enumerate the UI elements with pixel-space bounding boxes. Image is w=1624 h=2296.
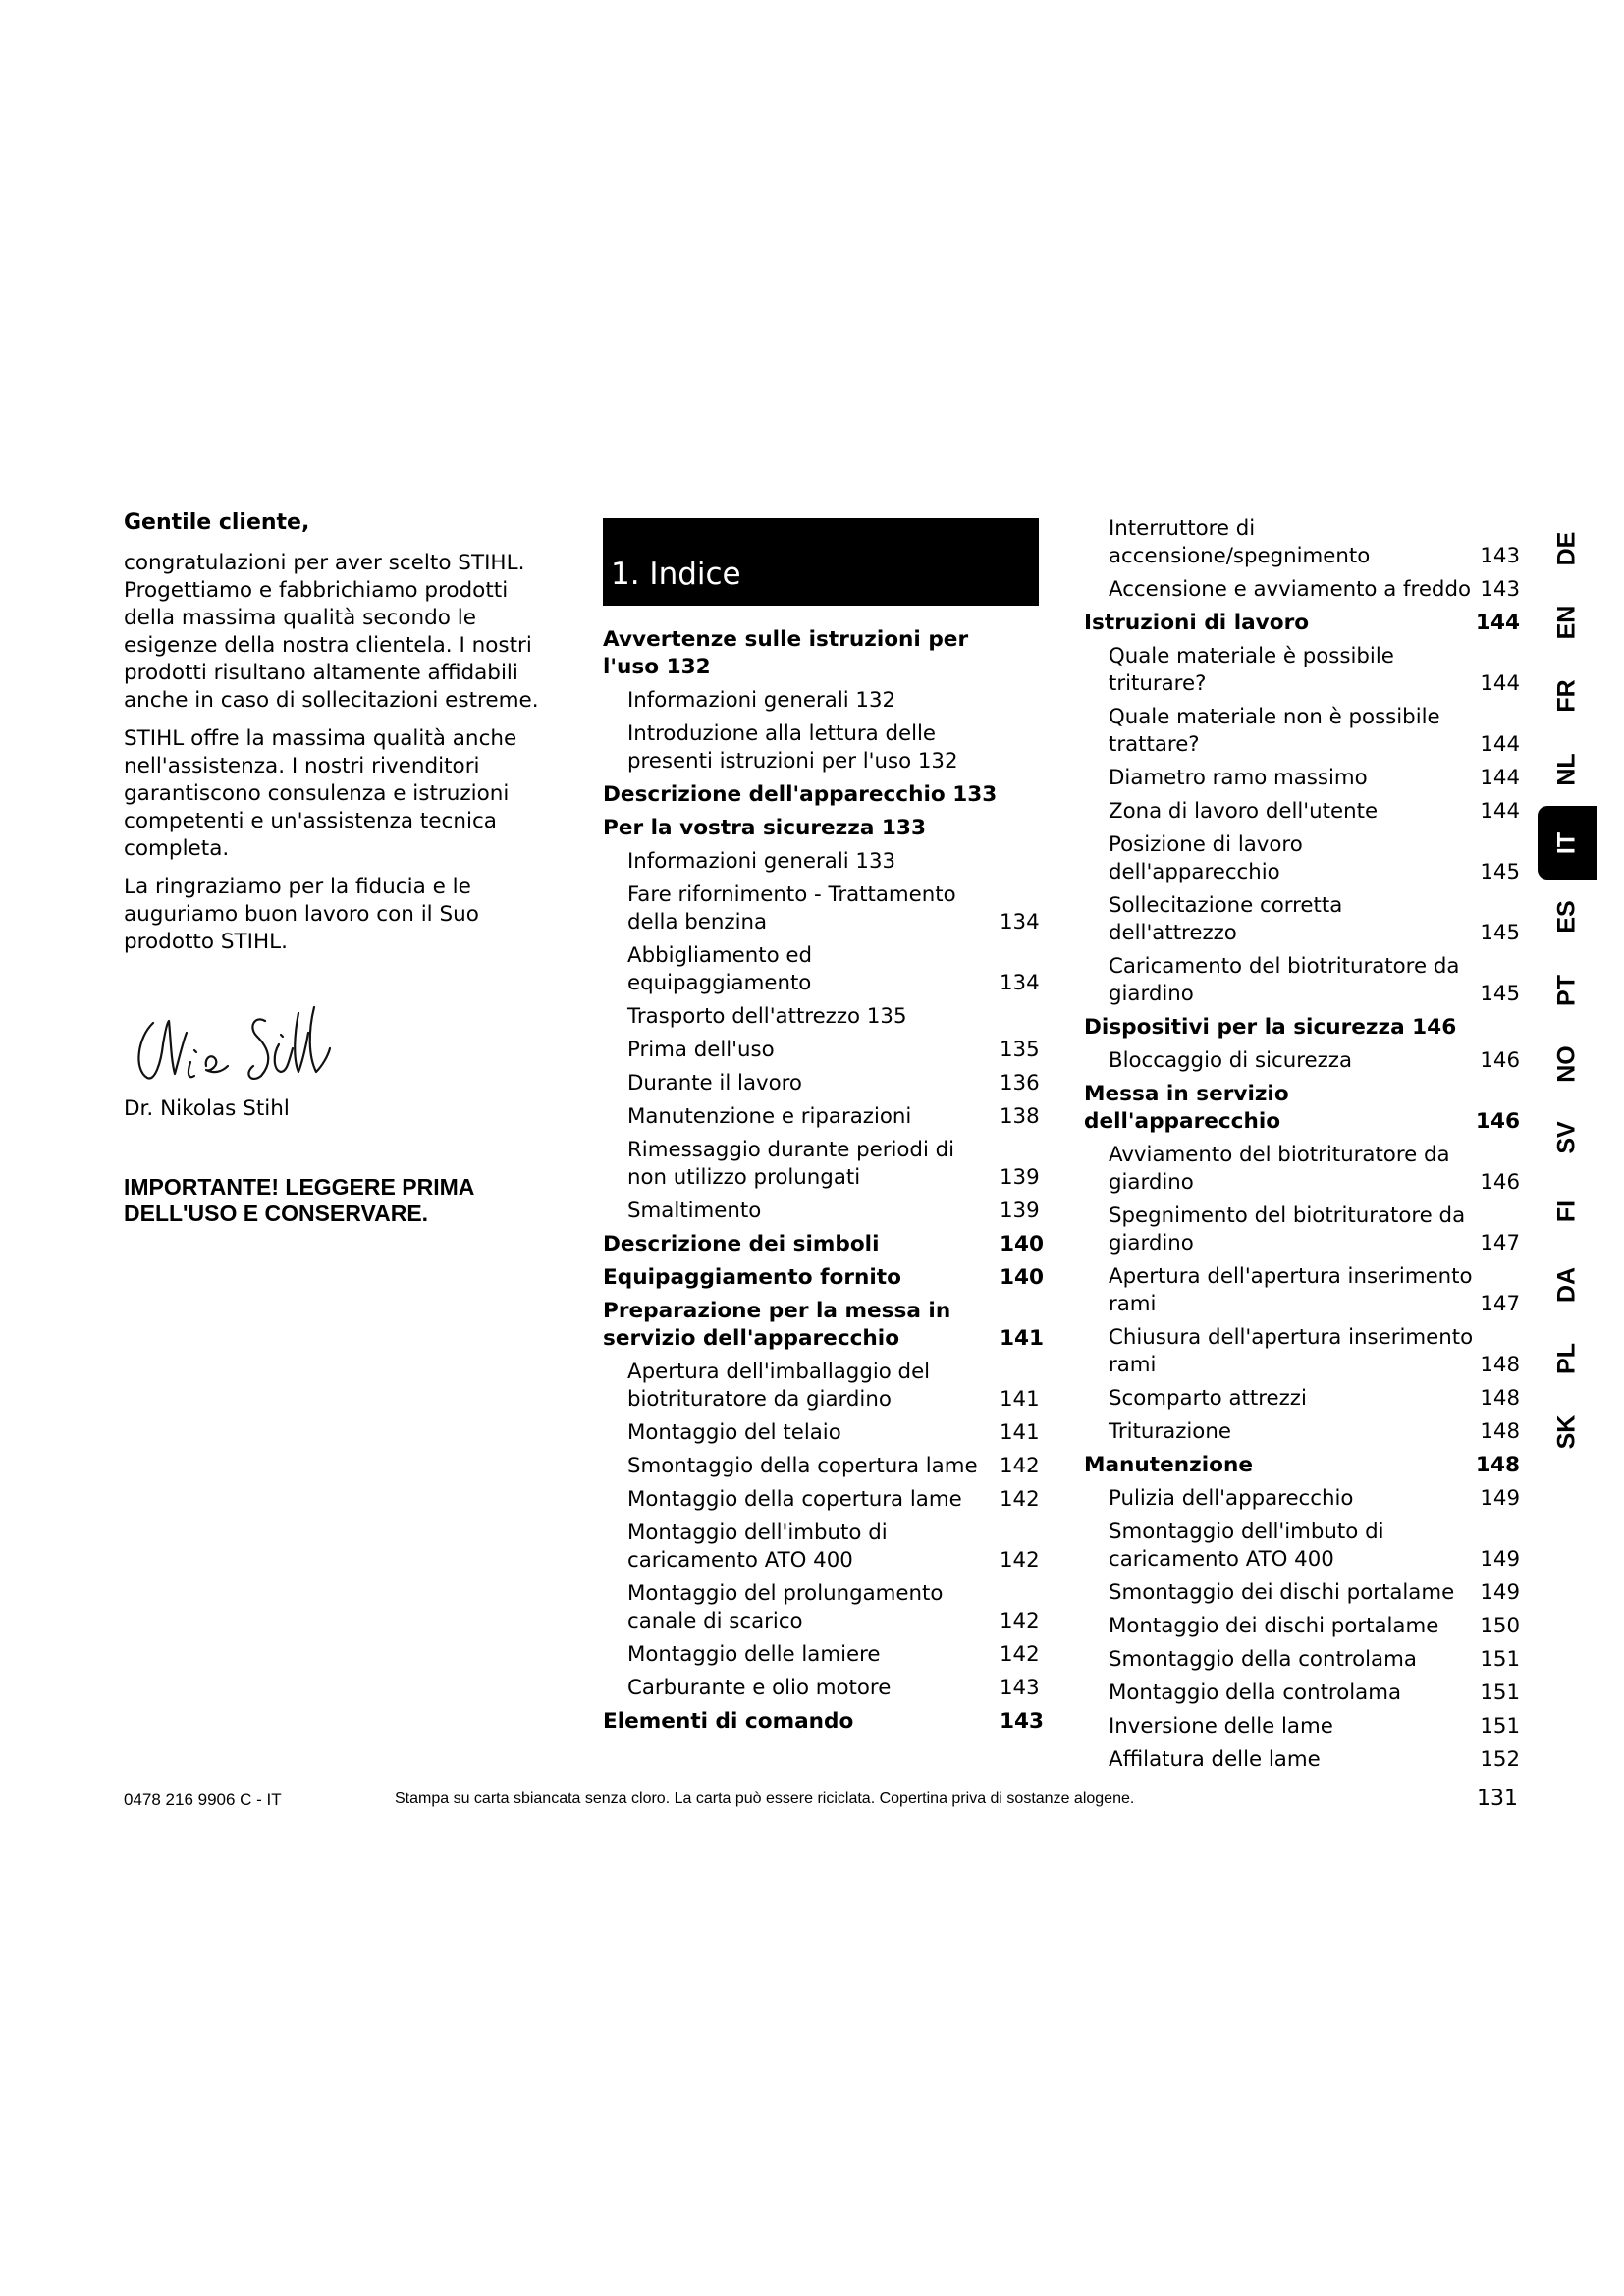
toc-entry-page: 143 <box>1000 1709 1045 1734</box>
toc-entry[interactable] <box>603 881 1039 936</box>
toc-entry-title: Montaggio dei dischi portalame <box>1109 1614 1439 1638</box>
toc-entry-page: 142 <box>1000 1609 1040 1633</box>
toc-entry-title: Apertura dell'imballaggio del biotrituratore da giardino <box>627 1360 931 1412</box>
important-line: IMPORTANTE! LEGGERE PRIMA <box>124 1174 475 1200</box>
language-tab-de[interactable] <box>1538 511 1597 585</box>
toc-entry-title: Preparazione per la messa in servizio dell'apparecchio <box>603 1299 951 1351</box>
toc-entry-title: Posizione di lavoro dell'apparecchio <box>1109 832 1303 884</box>
language-tab-nl[interactable] <box>1538 732 1597 806</box>
toc-entry-page: 146 <box>1480 1048 1520 1073</box>
index-title: 1. Indice <box>611 557 741 592</box>
toc-entry-title: Montaggio delle lamiere <box>627 1642 881 1667</box>
toc-entry-page: 148 <box>1480 1419 1520 1444</box>
toc-entry-page: 139 <box>1000 1165 1040 1190</box>
toc-entry[interactable] <box>1084 1713 1520 1740</box>
toc-entry[interactable] <box>603 1419 1039 1447</box>
toc-entry[interactable] <box>603 687 1039 715</box>
toc-entry-page: 144 <box>1480 732 1520 757</box>
language-tab-es[interactable] <box>1538 880 1597 953</box>
toc-entry-title: Apertura dell'apertura inserimento rami <box>1109 1264 1473 1316</box>
toc-entry-title: Smaltimento <box>627 1199 762 1223</box>
toc-entry-page: 141 <box>1000 1420 1040 1445</box>
toc-entry[interactable] <box>1084 1142 1520 1197</box>
toc-entry[interactable] <box>603 1198 1039 1225</box>
toc-entry-title: Smontaggio della copertura lame <box>627 1454 978 1478</box>
toc-entry[interactable] <box>1084 892 1520 947</box>
toc-list <box>603 626 1045 1735</box>
toc-entry-page: 151 <box>1480 1681 1520 1705</box>
letter-paragraph: congratulazioni per aver scelto STIHL. Progettiamo e fabbrichiamo prodotti della massima qualità secondo le esigenze della nostra clientela. I nostri prodotti risultano altamente affidabili anche in caso di sollecitazioni estreme. <box>124 551 539 713</box>
paper-note: Stampa su carta sbiancata senza cloro. La carta può essere riciclata. Copertina priva di sostanze alogene. <box>395 1790 1135 1807</box>
toc-section[interactable] <box>603 626 1039 681</box>
toc-entry-title: Durante il lavoro <box>627 1071 802 1095</box>
toc-entry-title: Rimessaggio durante periodi di non utilizzo prolungati <box>627 1138 955 1190</box>
toc-entry-title: Trasporto dell'attrezzo 135 <box>627 1004 907 1029</box>
letter-paragraph: La ringraziamo per la fiducia e le auguriamo buon lavoro con il Suo prodotto STIHL. <box>124 875 479 954</box>
toc-entry-page: 150 <box>1480 1614 1520 1638</box>
toc-entry-title: Carburante e olio motore <box>627 1676 892 1700</box>
language-tab-label: SV <box>1552 1120 1581 1154</box>
toc-entry-page: 145 <box>1480 860 1520 884</box>
language-tab-label: DE <box>1552 531 1581 565</box>
toc-entry[interactable] <box>603 1137 1039 1192</box>
toc-entry-page: 141 <box>1000 1387 1040 1412</box>
toc-entry-page: 140 <box>1000 1265 1045 1290</box>
toc-entry[interactable] <box>1084 1519 1520 1574</box>
important-notice <box>124 1174 564 1227</box>
toc-entry-title: Avvertenze sulle istruzioni per l'uso 132 <box>603 627 969 679</box>
toc-entry-page: 145 <box>1480 982 1520 1006</box>
toc-entry-title: Interruttore di accensione/spegnimento <box>1109 516 1371 568</box>
toc-entry-title: Accensione e avviamento a freddo <box>1109 577 1471 602</box>
toc-entry-page: 141 <box>1000 1326 1045 1351</box>
toc-entry[interactable] <box>1084 953 1520 1008</box>
toc-section[interactable] <box>603 1298 1045 1353</box>
toc-entry-title: Manutenzione e riparazioni <box>627 1104 912 1129</box>
toc-entry[interactable] <box>603 1486 1039 1514</box>
toc-entry-title: Messa in servizio dell'apparecchio <box>1084 1082 1289 1134</box>
toc-entry-title: Manutenzione <box>1084 1453 1253 1477</box>
toc-entry-page: 144 <box>1480 671 1520 696</box>
toc-section[interactable] <box>603 781 1039 809</box>
language-tab-no[interactable] <box>1538 1027 1597 1100</box>
toc-entry-title: Montaggio della controlama <box>1109 1681 1402 1705</box>
language-tab-label: NO <box>1552 1044 1581 1083</box>
toc-entry-title: Montaggio del prolungamento canale di scarico <box>627 1581 944 1633</box>
language-tab-label: FI <box>1552 1200 1581 1222</box>
toc-entry-title: Bloccaggio di sicurezza <box>1109 1048 1353 1073</box>
toc-entry[interactable] <box>603 1520 1039 1575</box>
language-tab-label: FR <box>1552 678 1581 713</box>
toc-section[interactable] <box>603 1708 1045 1735</box>
toc-entry-title: Triturazione <box>1109 1419 1231 1444</box>
toc-section[interactable] <box>603 1264 1045 1292</box>
important-line: DELL'USO E CONSERVARE. <box>124 1201 429 1226</box>
toc-entry-title: Istruzioni di lavoro <box>1084 611 1310 635</box>
toc-entry-page: 140 <box>1000 1232 1045 1256</box>
toc-entry[interactable] <box>603 1641 1039 1669</box>
toc-section[interactable] <box>1084 1014 1520 1041</box>
toc-entry-page: 146 <box>1475 1109 1520 1134</box>
toc-entry-page: 149 <box>1480 1547 1520 1572</box>
toc-entry[interactable] <box>603 1103 1039 1131</box>
language-tab-label: PL <box>1552 1342 1581 1374</box>
toc-entry-title: Smontaggio dei dischi portalame <box>1109 1580 1455 1605</box>
toc-entry[interactable] <box>603 1003 1039 1031</box>
toc-entry[interactable] <box>1084 1324 1520 1379</box>
language-tab-pt[interactable] <box>1538 953 1597 1027</box>
toc-entry-title: Montaggio dell'imbuto di caricamento ATO 400 <box>627 1521 888 1573</box>
signer-name: Dr. Nikolas Stihl <box>124 1096 290 1121</box>
index-header <box>603 518 1039 606</box>
toc-entry-title: Pulizia dell'apparecchio <box>1109 1486 1354 1511</box>
toc-entry-title: Prima dell'uso <box>627 1038 775 1062</box>
toc-entry[interactable] <box>603 1580 1039 1635</box>
toc-entry[interactable] <box>1084 643 1520 698</box>
toc-entry[interactable] <box>603 1070 1039 1097</box>
language-tab-en[interactable] <box>1538 585 1597 659</box>
toc-entry-title: Zona di lavoro dell'utente <box>1109 799 1379 824</box>
greeting: Gentile cliente, <box>124 510 310 535</box>
language-tab-sk[interactable] <box>1538 1395 1597 1468</box>
toc-entry-page: 148 <box>1480 1386 1520 1411</box>
toc-entry-page: 149 <box>1480 1580 1520 1605</box>
toc-entry-page: 151 <box>1480 1647 1520 1672</box>
toc-entry-page: 151 <box>1480 1714 1520 1738</box>
page-number: 131 <box>1477 1787 1518 1811</box>
toc-entry-page: 142 <box>1000 1454 1040 1478</box>
toc-entry-page: 139 <box>1000 1199 1040 1223</box>
toc-section[interactable] <box>603 815 1039 842</box>
toc-entry[interactable] <box>603 1037 1039 1064</box>
toc-entry[interactable] <box>1084 831 1520 886</box>
toc-entry-page: 142 <box>1000 1642 1040 1667</box>
toc-entry[interactable] <box>1084 515 1520 570</box>
language-tab-label: SK <box>1552 1415 1581 1449</box>
language-tab-label: IT <box>1552 831 1581 854</box>
toc-entry-title: Informazioni generali 132 <box>627 688 896 713</box>
toc-entry[interactable] <box>1084 1418 1520 1446</box>
language-tab-fr[interactable] <box>1538 659 1597 732</box>
toc-entry-title: Elementi di comando <box>603 1709 854 1734</box>
toc-entry[interactable] <box>603 721 1039 775</box>
letter-paragraph: STIHL offre la massima qualità anche nell'assistenza. I nostri rivenditori garantiscono consulenza e istruzioni competenti e un'assistenza tecnica completa. <box>124 726 517 861</box>
toc-entry[interactable] <box>1084 1646 1520 1674</box>
toc-entry-title: Quale materiale non è possibile trattare? <box>1109 705 1440 757</box>
toc-entry-title: Montaggio della copertura lame <box>627 1487 962 1512</box>
language-tab-label: EN <box>1552 605 1581 639</box>
toc-entry-page: 147 <box>1480 1231 1520 1255</box>
language-tab-label: PT <box>1552 974 1581 1006</box>
language-tab-label: NL <box>1552 752 1581 786</box>
toc-entry-page: 148 <box>1475 1453 1520 1477</box>
toc-entry[interactable] <box>1084 1202 1520 1257</box>
language-tab-sv[interactable] <box>1538 1100 1597 1174</box>
toc-entry[interactable] <box>1084 1047 1520 1075</box>
signature-image <box>126 993 342 1092</box>
toc-entry-page: 149 <box>1480 1486 1520 1511</box>
toc-entry[interactable] <box>1084 1579 1520 1607</box>
toc-entry[interactable] <box>603 942 1039 997</box>
toc-entry-title: Scomparto attrezzi <box>1109 1386 1307 1411</box>
toc-entry-page: 144 <box>1480 766 1520 790</box>
welcome-letter <box>124 508 564 1227</box>
toc-entry[interactable] <box>1084 798 1520 826</box>
toc-entry-page: 143 <box>1480 577 1520 602</box>
toc-entry[interactable] <box>603 1453 1039 1480</box>
toc-entry-title: Smontaggio della controlama <box>1109 1647 1417 1672</box>
toc-entry-title: Dispositivi per la sicurezza 146 <box>1084 1015 1457 1040</box>
toc-entry-page: 142 <box>1000 1548 1040 1573</box>
toc-section[interactable] <box>1084 1081 1520 1136</box>
toc-entry-page: 144 <box>1475 611 1520 635</box>
toc-section[interactable] <box>1084 610 1520 637</box>
toc-entry-title: Sollecitazione corretta dell'attrezzo <box>1109 893 1343 945</box>
toc-entry-title: Diametro ramo massimo <box>1109 766 1368 790</box>
toc-entry-page: 143 <box>1000 1676 1040 1700</box>
toc-entry[interactable] <box>603 1675 1039 1702</box>
toc-section[interactable] <box>603 1231 1045 1258</box>
toc-entry-title: Quale materiale è possibile triturare? <box>1109 644 1394 696</box>
toc-entry[interactable] <box>1084 1613 1520 1640</box>
toc-entry-page: 146 <box>1480 1170 1520 1195</box>
page-footer <box>124 1787 1518 1816</box>
toc-entry-page: 147 <box>1480 1292 1520 1316</box>
language-tabs <box>1538 511 1597 1468</box>
toc-entry[interactable] <box>1084 1385 1520 1413</box>
language-tab-label: ES <box>1552 899 1581 934</box>
index-column-2 <box>1084 515 1520 1780</box>
toc-entry-page: 152 <box>1480 1747 1520 1772</box>
toc-entry[interactable] <box>1084 1485 1520 1513</box>
toc-list <box>1084 515 1520 1774</box>
language-tab-da[interactable] <box>1538 1248 1597 1321</box>
toc-entry-title: Introduzione alla lettura delle presenti istruzioni per l'uso 132 <box>627 721 958 774</box>
language-tab-pl[interactable] <box>1538 1321 1597 1395</box>
toc-entry-page: 138 <box>1000 1104 1040 1129</box>
toc-entry-page: 136 <box>1000 1071 1040 1095</box>
toc-entry[interactable] <box>603 848 1039 876</box>
toc-entry[interactable] <box>1084 1746 1520 1774</box>
toc-entry-page: 134 <box>1000 971 1040 995</box>
index-column-1 <box>603 518 1045 1741</box>
toc-entry[interactable] <box>1084 1680 1520 1707</box>
toc-entry-title: Smontaggio dell'imbuto di caricamento ATO 400 <box>1109 1520 1384 1572</box>
toc-entry-title: Chiusura dell'apertura inserimento rami <box>1109 1325 1474 1377</box>
language-tab-label: DA <box>1552 1266 1581 1303</box>
toc-entry-title: Avviamento del biotrituratore da giardino <box>1109 1143 1450 1195</box>
document-code: 0478 216 9906 C - IT <box>124 1790 282 1809</box>
toc-section[interactable] <box>1084 1452 1520 1479</box>
toc-entry-title: Descrizione dei simboli <box>603 1232 880 1256</box>
toc-entry-title: Descrizione dell'apparecchio 133 <box>603 782 998 807</box>
toc-entry-title: Abbigliamento ed equipaggiamento <box>627 943 813 995</box>
toc-entry[interactable] <box>1084 765 1520 792</box>
toc-entry[interactable] <box>603 1359 1039 1414</box>
toc-entry-title: Spegnimento del biotrituratore da giardino <box>1109 1203 1466 1255</box>
toc-entry-page: 134 <box>1000 910 1040 934</box>
toc-entry-title: Informazioni generali 133 <box>627 849 896 874</box>
toc-entry-title: Affilatura delle lame <box>1109 1747 1321 1772</box>
toc-entry-page: 143 <box>1480 544 1520 568</box>
toc-entry-title: Montaggio del telaio <box>627 1420 841 1445</box>
language-tab-it[interactable] <box>1538 806 1597 880</box>
toc-entry-title: Inversione delle lame <box>1109 1714 1333 1738</box>
toc-entry[interactable] <box>1084 704 1520 759</box>
toc-entry-page: 145 <box>1480 921 1520 945</box>
toc-entry-title: Per la vostra sicurezza 133 <box>603 816 926 840</box>
language-tab-fi[interactable] <box>1538 1174 1597 1248</box>
toc-entry-page: 142 <box>1000 1487 1040 1512</box>
toc-entry[interactable] <box>1084 576 1520 604</box>
toc-entry-page: 148 <box>1480 1353 1520 1377</box>
toc-entry-page: 135 <box>1000 1038 1040 1062</box>
toc-entry[interactable] <box>1084 1263 1520 1318</box>
toc-entry-title: Caricamento del biotrituratore da giardino <box>1109 954 1460 1006</box>
toc-entry-title: Equipaggiamento fornito <box>603 1265 901 1290</box>
toc-entry-page: 144 <box>1480 799 1520 824</box>
toc-entry-title: Fare rifornimento - Trattamento della benzina <box>627 882 956 934</box>
